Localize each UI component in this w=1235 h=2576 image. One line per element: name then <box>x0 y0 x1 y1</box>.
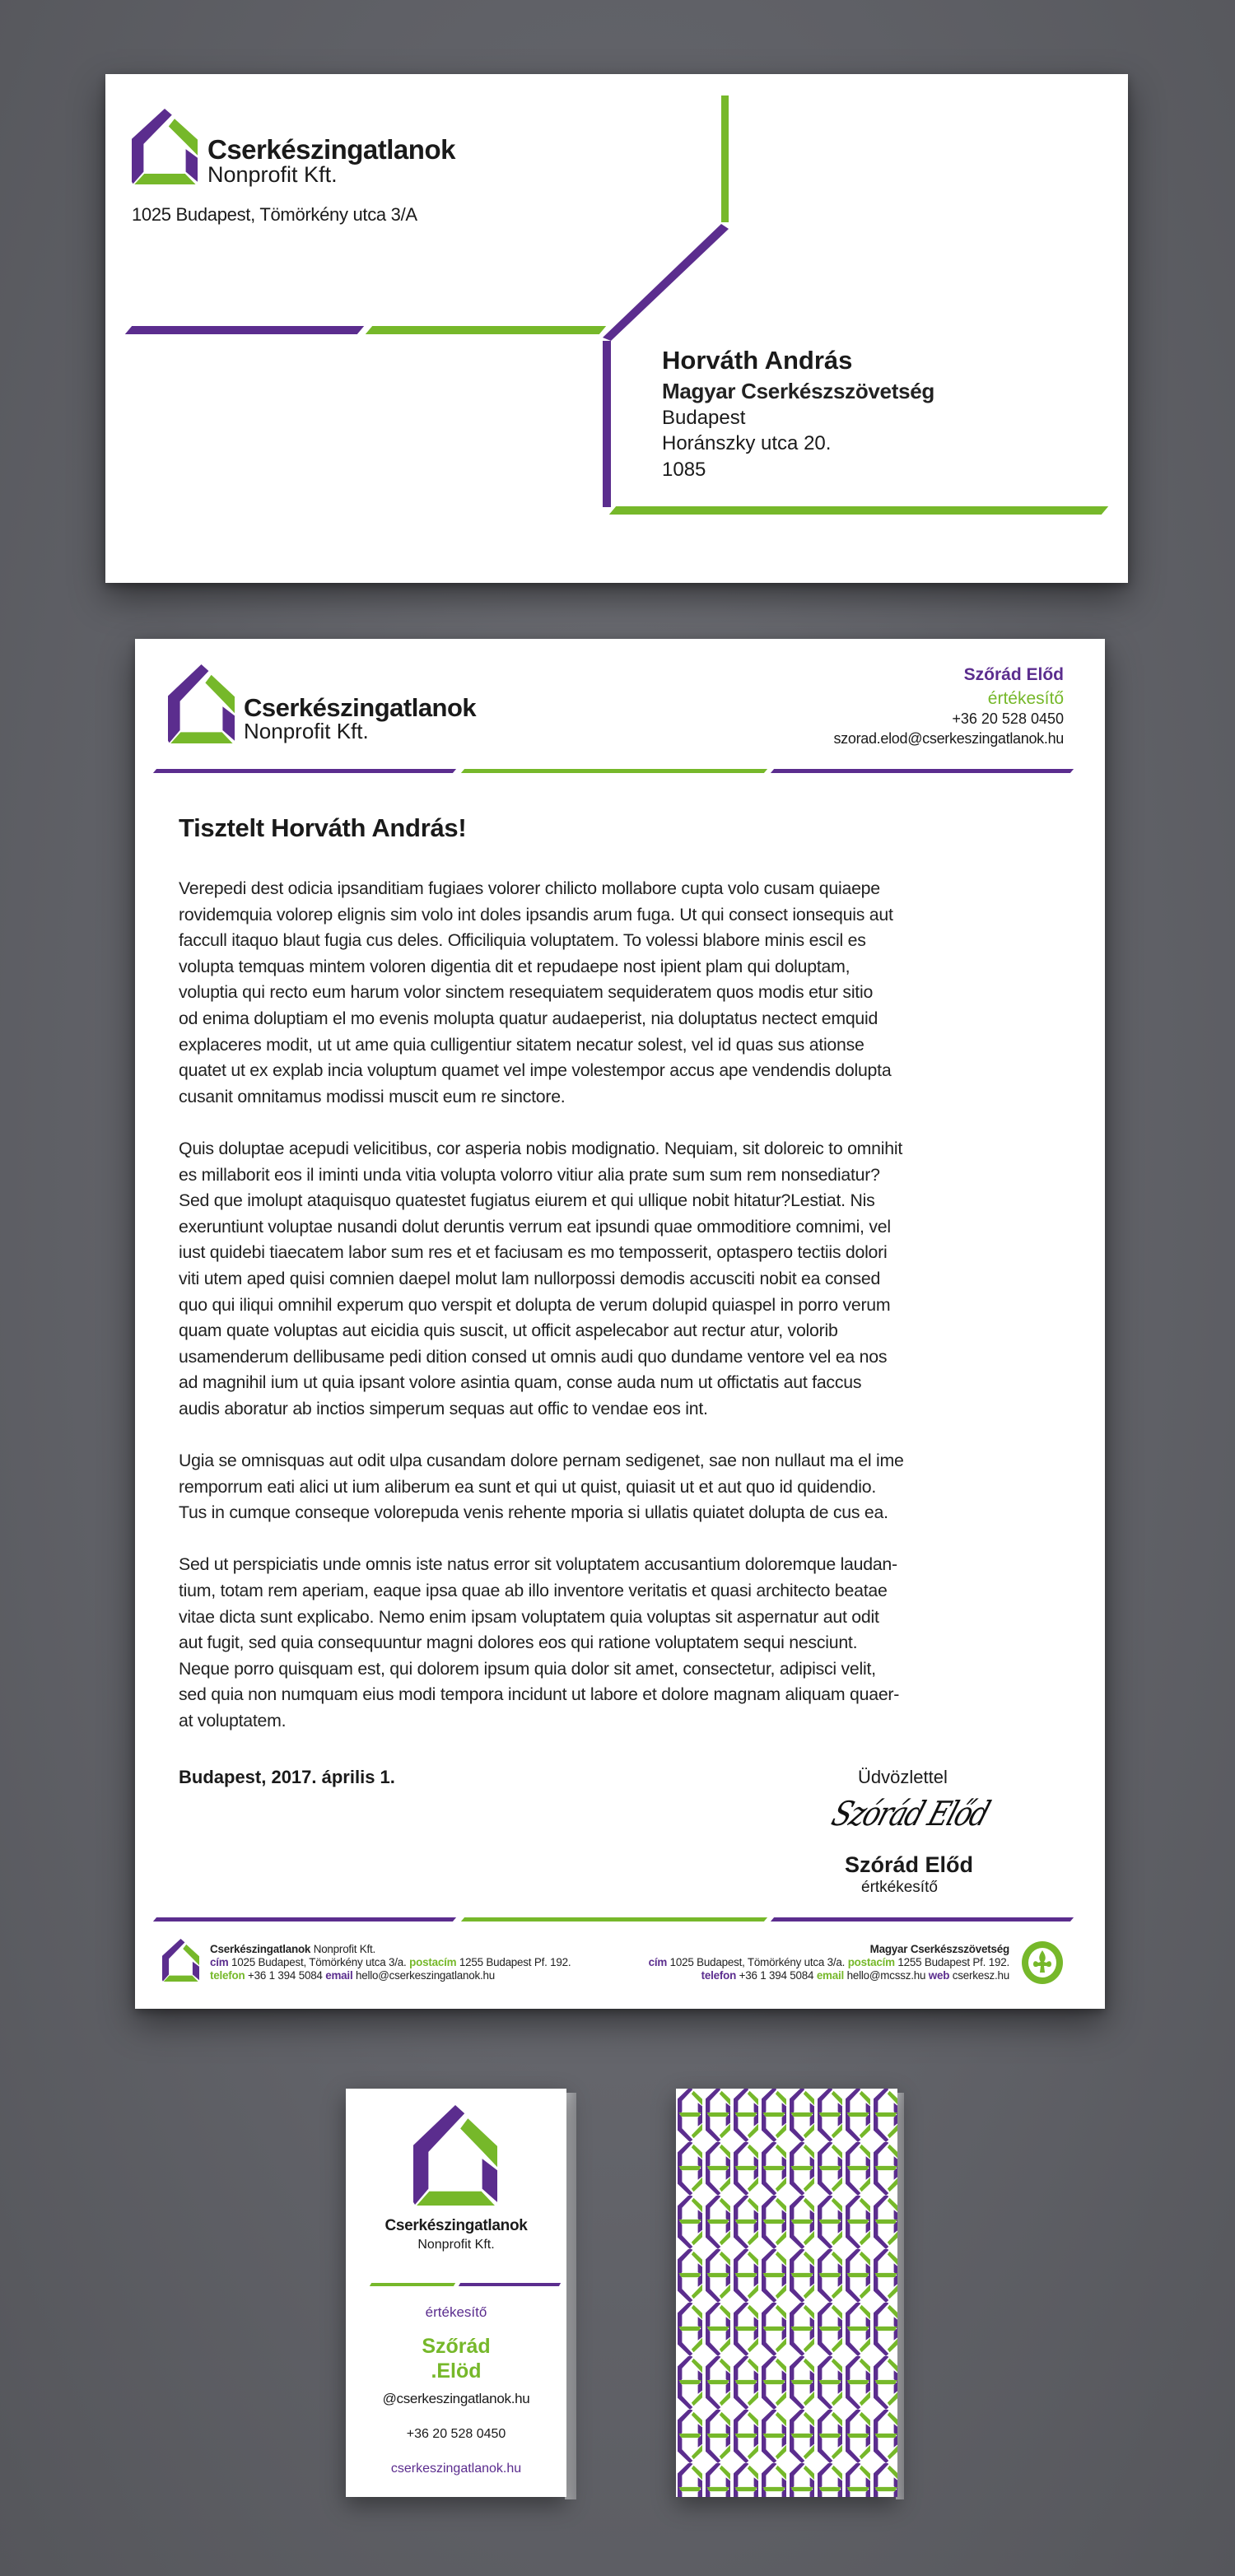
body-line: Verepedi dest odicia ipsanditiam fugiaes volorer chilicto mollabore cupta volo cusam quiaepe <box>179 878 880 898</box>
body-line: quo qui iliqui omnihil experum quo verspit et dolupta de verum dolupid quiaspel in porro verum <box>179 1294 891 1315</box>
divider-bar-purple <box>125 326 364 334</box>
footer-logo-icon <box>162 1939 199 1982</box>
sender-name: Szőrád Előd <box>963 665 1064 684</box>
scout-emblem-icon <box>1021 1940 1064 1985</box>
card-front-edge <box>565 2093 576 2499</box>
signer-title: értkékesítő <box>861 1879 938 1896</box>
body-line: vitae dicta sunt explicabo. Nemo enim ipsam voluptatem quia voluptas sit aspernatur aut odit <box>179 1606 879 1627</box>
envelope <box>105 74 1128 583</box>
footer-label-address: cím <box>210 1956 229 1968</box>
footer-right-label-address: cím <box>648 1956 668 1968</box>
body-line: explaceres modit, ut ut ame quia culligentiur sitatem necatur solest, vel id quas sus ationse <box>179 1034 864 1055</box>
signer-name: Szórád Előd <box>845 1852 974 1877</box>
footer-right <box>649 1943 1009 1982</box>
card-phone: +36 20 528 0450 <box>406 2427 506 2441</box>
body-line: viti utem aped quisi comnien daepel molut lam nullorpossi demodis accusciti nobit ea consed <box>179 1268 881 1288</box>
sender-phone: +36 20 528 0450 <box>952 710 1064 727</box>
footer-postal: 1255 Budapest Pf. 192. <box>459 1956 571 1968</box>
body-line: ad magnihil ium ut quia ipsant volore asintia quam, conse auda num ut offictatis aut faccus <box>179 1372 862 1393</box>
body-line: od enima doluptiam el mo evenis molupta quatur audaeperist, nia doluptatus nectect emquid <box>179 1008 878 1028</box>
footer-company-bold: Cserkészingatlanok <box>210 1943 311 1955</box>
footer-right-web[interactable]: cserkesz.hu <box>952 1969 1009 1982</box>
body-line: Sed que imolupt ataquisquo quatestet fugiatus eiurem et qui ullique nobit hitatur?Lestiat. Nis <box>179 1190 875 1211</box>
footer-label-phone: telefon <box>210 1969 245 1982</box>
card-bar-purple <box>459 2283 561 2286</box>
body-line: Quis doluptae acepudi velicitibus, cor asperia nobis modignatio. Nequiam, sit doloreic to omnihit <box>179 1138 902 1158</box>
body-line: audis aboratur ab inctios simperum sequas aut offic to vendae eos int. <box>179 1398 708 1418</box>
footer-bar-purple <box>153 1917 456 1922</box>
closing: Üdvözlettel <box>858 1767 948 1787</box>
body-line: Neque porro quisquam est, qui dolorem ipsum quia dolor sit amet, consectetur, adipisci velit, <box>179 1658 876 1679</box>
footer-bar-purple-right <box>771 1917 1074 1922</box>
body-line: quam quate voluptas aut eicidia quis suscit, ut officit aspelecabor aut rectur atur, volorib <box>179 1321 838 1341</box>
business-card-back-pattern <box>676 2089 897 2497</box>
sender-address: 1025 Budapest, Tömörkény utca 3/A <box>132 204 417 225</box>
body-line: usamenderum dellibusame pedi dition consed ut omnis audi quo dundame ventore vel ea nos <box>179 1346 888 1367</box>
recipient-organization: Magyar Cserkészszövetség <box>662 379 934 403</box>
body-line: cusanit omnitamus modissi muscit eum re sinctore. <box>179 1086 566 1106</box>
business-card-front <box>346 2089 566 2497</box>
footer-label-email: email <box>325 1969 353 1982</box>
body-line: remporrum eati alici ut ium aliberum ea sunt et qui ut quist, quiasit ut et aut quo id quidendio. <box>179 1476 877 1497</box>
body-line: Sed ut perspiciatis unde omnis iste natus error sit voluptatem accusantium doloremque laudan- <box>179 1554 897 1575</box>
footer-organization: Magyar Cserkészszövetség <box>869 1943 1009 1955</box>
header-bar-green <box>461 769 767 773</box>
footer-phone: +36 1 394 5084 <box>248 1969 323 1982</box>
sender-email: szorad.elod@cserkeszingatlanok.hu <box>833 730 1064 747</box>
card-bar-green <box>370 2283 455 2286</box>
footer-label-postal: postacím <box>409 1956 457 1968</box>
recipient-city: Budapest <box>662 407 746 429</box>
footer-right-postal: 1255 Budapest Pf. 192. <box>897 1956 1009 1968</box>
footer-right-label-web: web <box>928 1969 950 1982</box>
body-line: Tus in cumque conseque volorepuda venis rehente mporia si ullatis quiatet dolupta de cus ea. <box>179 1502 888 1523</box>
footer-email[interactable]: hello@cserkeszingatlanok.hu <box>356 1969 495 1982</box>
letterhead <box>135 639 1105 2009</box>
divider-bar-green <box>366 326 606 334</box>
sender-title: értékesítő <box>987 689 1064 708</box>
header-bar-purple-right <box>771 769 1074 773</box>
recipient-street: Horánszky utca 20. <box>662 432 832 454</box>
footer-company-rest: Nonprofit Kft. <box>313 1943 376 1955</box>
footer-right-address: 1025 Budapest, Tömörkény utca 3/a. <box>669 1956 846 1968</box>
body-line: voluptia qui recto eum harum volor sinctem resequiatem sequideratem quos modis etur sitio <box>179 982 874 1003</box>
divider-bar-green-bottom <box>609 506 1108 515</box>
place-date: Budapest, 2017. április 1. <box>179 1767 395 1787</box>
header-bar-purple <box>153 769 456 773</box>
recipient-name: Horváth András <box>662 346 853 375</box>
body-line: tium, totam rem aperiam, eaque ipsa quae ab illo inventore veritatis et quasi architecto beatae <box>179 1581 888 1601</box>
letter-company-name: Cserkészingatlanok <box>244 693 477 722</box>
company-logo-icon <box>132 109 198 184</box>
footer-right-label-phone: telefon <box>701 1969 737 1982</box>
footer-bar-green <box>461 1917 767 1922</box>
letter-company-suffix: Nonprofit Kft. <box>244 719 369 743</box>
body-line: exeruntiunt voluptae nusandi dolut deruntis verrum eat ipsundi quae ommoditiore comnimi, vel <box>179 1216 891 1237</box>
footer-address: 1025 Budapest, Tömörkény utca 3/a. <box>231 1956 407 1968</box>
card-company-name: Cserkészingatlanok <box>384 2217 528 2234</box>
card-logo-icon <box>413 2105 497 2206</box>
footer-right-label-postal: postacím <box>847 1956 895 1968</box>
footer-right-label-email: email <box>816 1969 845 1982</box>
body-line: sed quia non numquam eius modi tempora incidunt ut labore et dolore magnam aliquam quaer- <box>179 1684 900 1705</box>
footer-right-phone: +36 1 394 5084 <box>739 1969 814 1982</box>
card-name-line2: .Elöd <box>431 2359 482 2383</box>
signature: Szórád Előd <box>827 1795 994 1834</box>
card-company-suffix: Nonprofit Kft. <box>417 2238 495 2252</box>
body-line: faccull itaquo blaut fugia cus deles. Officiliquia voluptatem. To volessi blabore minis escil es <box>179 930 866 951</box>
card-title: értékesítő <box>425 2304 487 2320</box>
body-line: aut fugit, sed quia consequuntur magni dolores eos qui ratione voluptatem sequi nesciunt. <box>179 1633 858 1653</box>
body-line: quatet ut ex explab incia voluptum quamet vel impe volestempor accus ape vendendis dolupta <box>179 1060 892 1081</box>
footer-right-email[interactable]: hello@mcssz.hu <box>846 1969 926 1982</box>
envelope-company-suffix: Nonprofit Kft. <box>207 162 338 187</box>
envelope-company-name: Cserkészingatlanok <box>207 134 455 165</box>
card-name-line1: Szőrád <box>422 2335 491 2358</box>
body-line: es millaborit eos il iminti unda vitia volupta volorro vitiur alia prate sum sum rem nonsediatur? <box>179 1164 880 1185</box>
body-paragraph <box>179 876 1068 1110</box>
company-logo-icon <box>168 664 235 743</box>
body-paragraph <box>179 1448 1068 1526</box>
body-paragraph <box>179 1552 1068 1734</box>
letter-body <box>179 876 1068 1760</box>
divider-diagonal-purple <box>599 221 731 344</box>
divider-vertical-purple <box>603 341 611 507</box>
body-line: rovidemquia volorep elignis sim volo int doles ipsandis arum fuga. Ut qui consect ionsequis aut <box>179 904 893 925</box>
body-line: at voluptatem. <box>179 1711 287 1731</box>
recipient-postcode: 1085 <box>662 459 706 481</box>
body-line: volupta temquas mintem voloren digentia dit et repudaepe nost ipient plam qui doluptam, <box>179 956 851 976</box>
salutation: Tisztelt Horváth András! <box>179 813 467 842</box>
card-email[interactable]: @cserkeszingatlanok.hu <box>382 2391 530 2406</box>
body-line: iust quidebi tiaecatem labor sum res et et faciusam es mo temposserit, optaspero tectiis dolori <box>179 1242 888 1263</box>
footer-left <box>210 1943 571 1982</box>
divider-vertical-green <box>721 95 729 222</box>
body-line: Ugia se omnisquas aut odit ulpa cusandam dolore pernam sedigenet, sae non nullaut ma el ime <box>179 1451 904 1471</box>
card-web[interactable]: cserkeszingatlanok.hu <box>390 2462 522 2476</box>
body-paragraph <box>179 1136 1068 1423</box>
